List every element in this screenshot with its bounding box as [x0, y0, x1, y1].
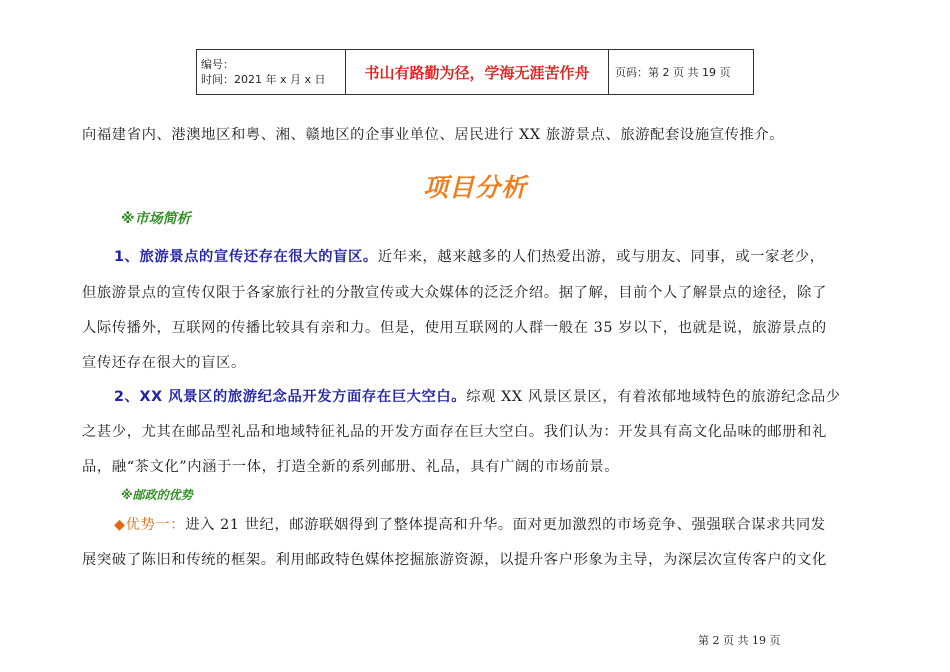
- header-left-cell: [197, 50, 346, 95]
- market-p2-line1: [114, 386, 904, 406]
- postal-p1-text1: 进入 21 世纪，邮游联姻得到了整体提高和升华。面对更加激烈的市场竞争、强强联合谋求共同发: [185, 517, 826, 533]
- page-header-table: [196, 49, 754, 95]
- market-p1-highlight: 1、旅游景点的宣传还存在很大的盲区。: [114, 249, 378, 265]
- market-p2-text1: 综观 XX 风景区景区，有着浓郁地域特色的旅游纪念品少: [466, 389, 841, 405]
- page-footer: 第 2 页 共 19 页: [698, 634, 781, 647]
- header-page-label: 页码：第 2 页 共 19 页: [609, 50, 754, 95]
- market-p2-highlight: 2、XX 风景区的旅游纪念品开发方面存在巨大空白。: [114, 389, 467, 405]
- market-heading: ※市场简析: [121, 211, 191, 227]
- market-p1-line2: 但旅游景点的宣传仅限于各家旅行社的分散宣传或大众媒体的泛泛介绍。据了解，目前个人了解景点的途径，除了: [82, 285, 827, 301]
- market-p1-line4: 宣传还存在很大的盲区。: [82, 355, 246, 371]
- market-p1-line1: [114, 246, 904, 266]
- header-date-label: 时间：2021 年 x 月 x 日: [201, 73, 326, 86]
- market-p1-line3: 人际传播外，互联网的传播比较具有亲和力。但是，使用互联网的人群一般在 35 岁以下，也就是说，旅游景点的: [82, 320, 827, 336]
- market-p1-text1: 近年来，越来越多的人们热爱出游，或与朋友、同事，或一家老少，: [377, 249, 825, 265]
- header-motto: 书山有路勤为径，学海无涯苦作舟: [346, 50, 609, 95]
- header-number-label: 编号：: [201, 58, 234, 71]
- postal-p1-line1: [114, 514, 904, 534]
- postal-p1-highlight: ◆优势一：: [114, 517, 186, 533]
- market-p2-line3: 品，融“茶文化”内涵于一体，打造全新的系列邮册、礼品，具有广阔的市场前景。: [82, 459, 620, 475]
- section-title: 项目分析: [422, 173, 527, 202]
- market-p2-line2: 之甚少，尤其在邮品型礼品和地域特征礼品的开发方面存在巨大空白。我们认为：开发具有高文化品味的邮册和礼: [82, 424, 827, 440]
- postal-heading: ※邮政的优势: [121, 488, 193, 502]
- intro-line: 向福建省内、港澳地区和粤、湘、赣地区的企事业单位、居民进行 XX 旅游景点、旅游配套设施宣传推介。: [82, 127, 785, 143]
- postal-p1-line2: 展突破了陈旧和传统的框架。利用邮政特色媒体挖掘旅游资源，以提升客户形象为主导，为深层次宣传客户的文化: [82, 552, 827, 568]
